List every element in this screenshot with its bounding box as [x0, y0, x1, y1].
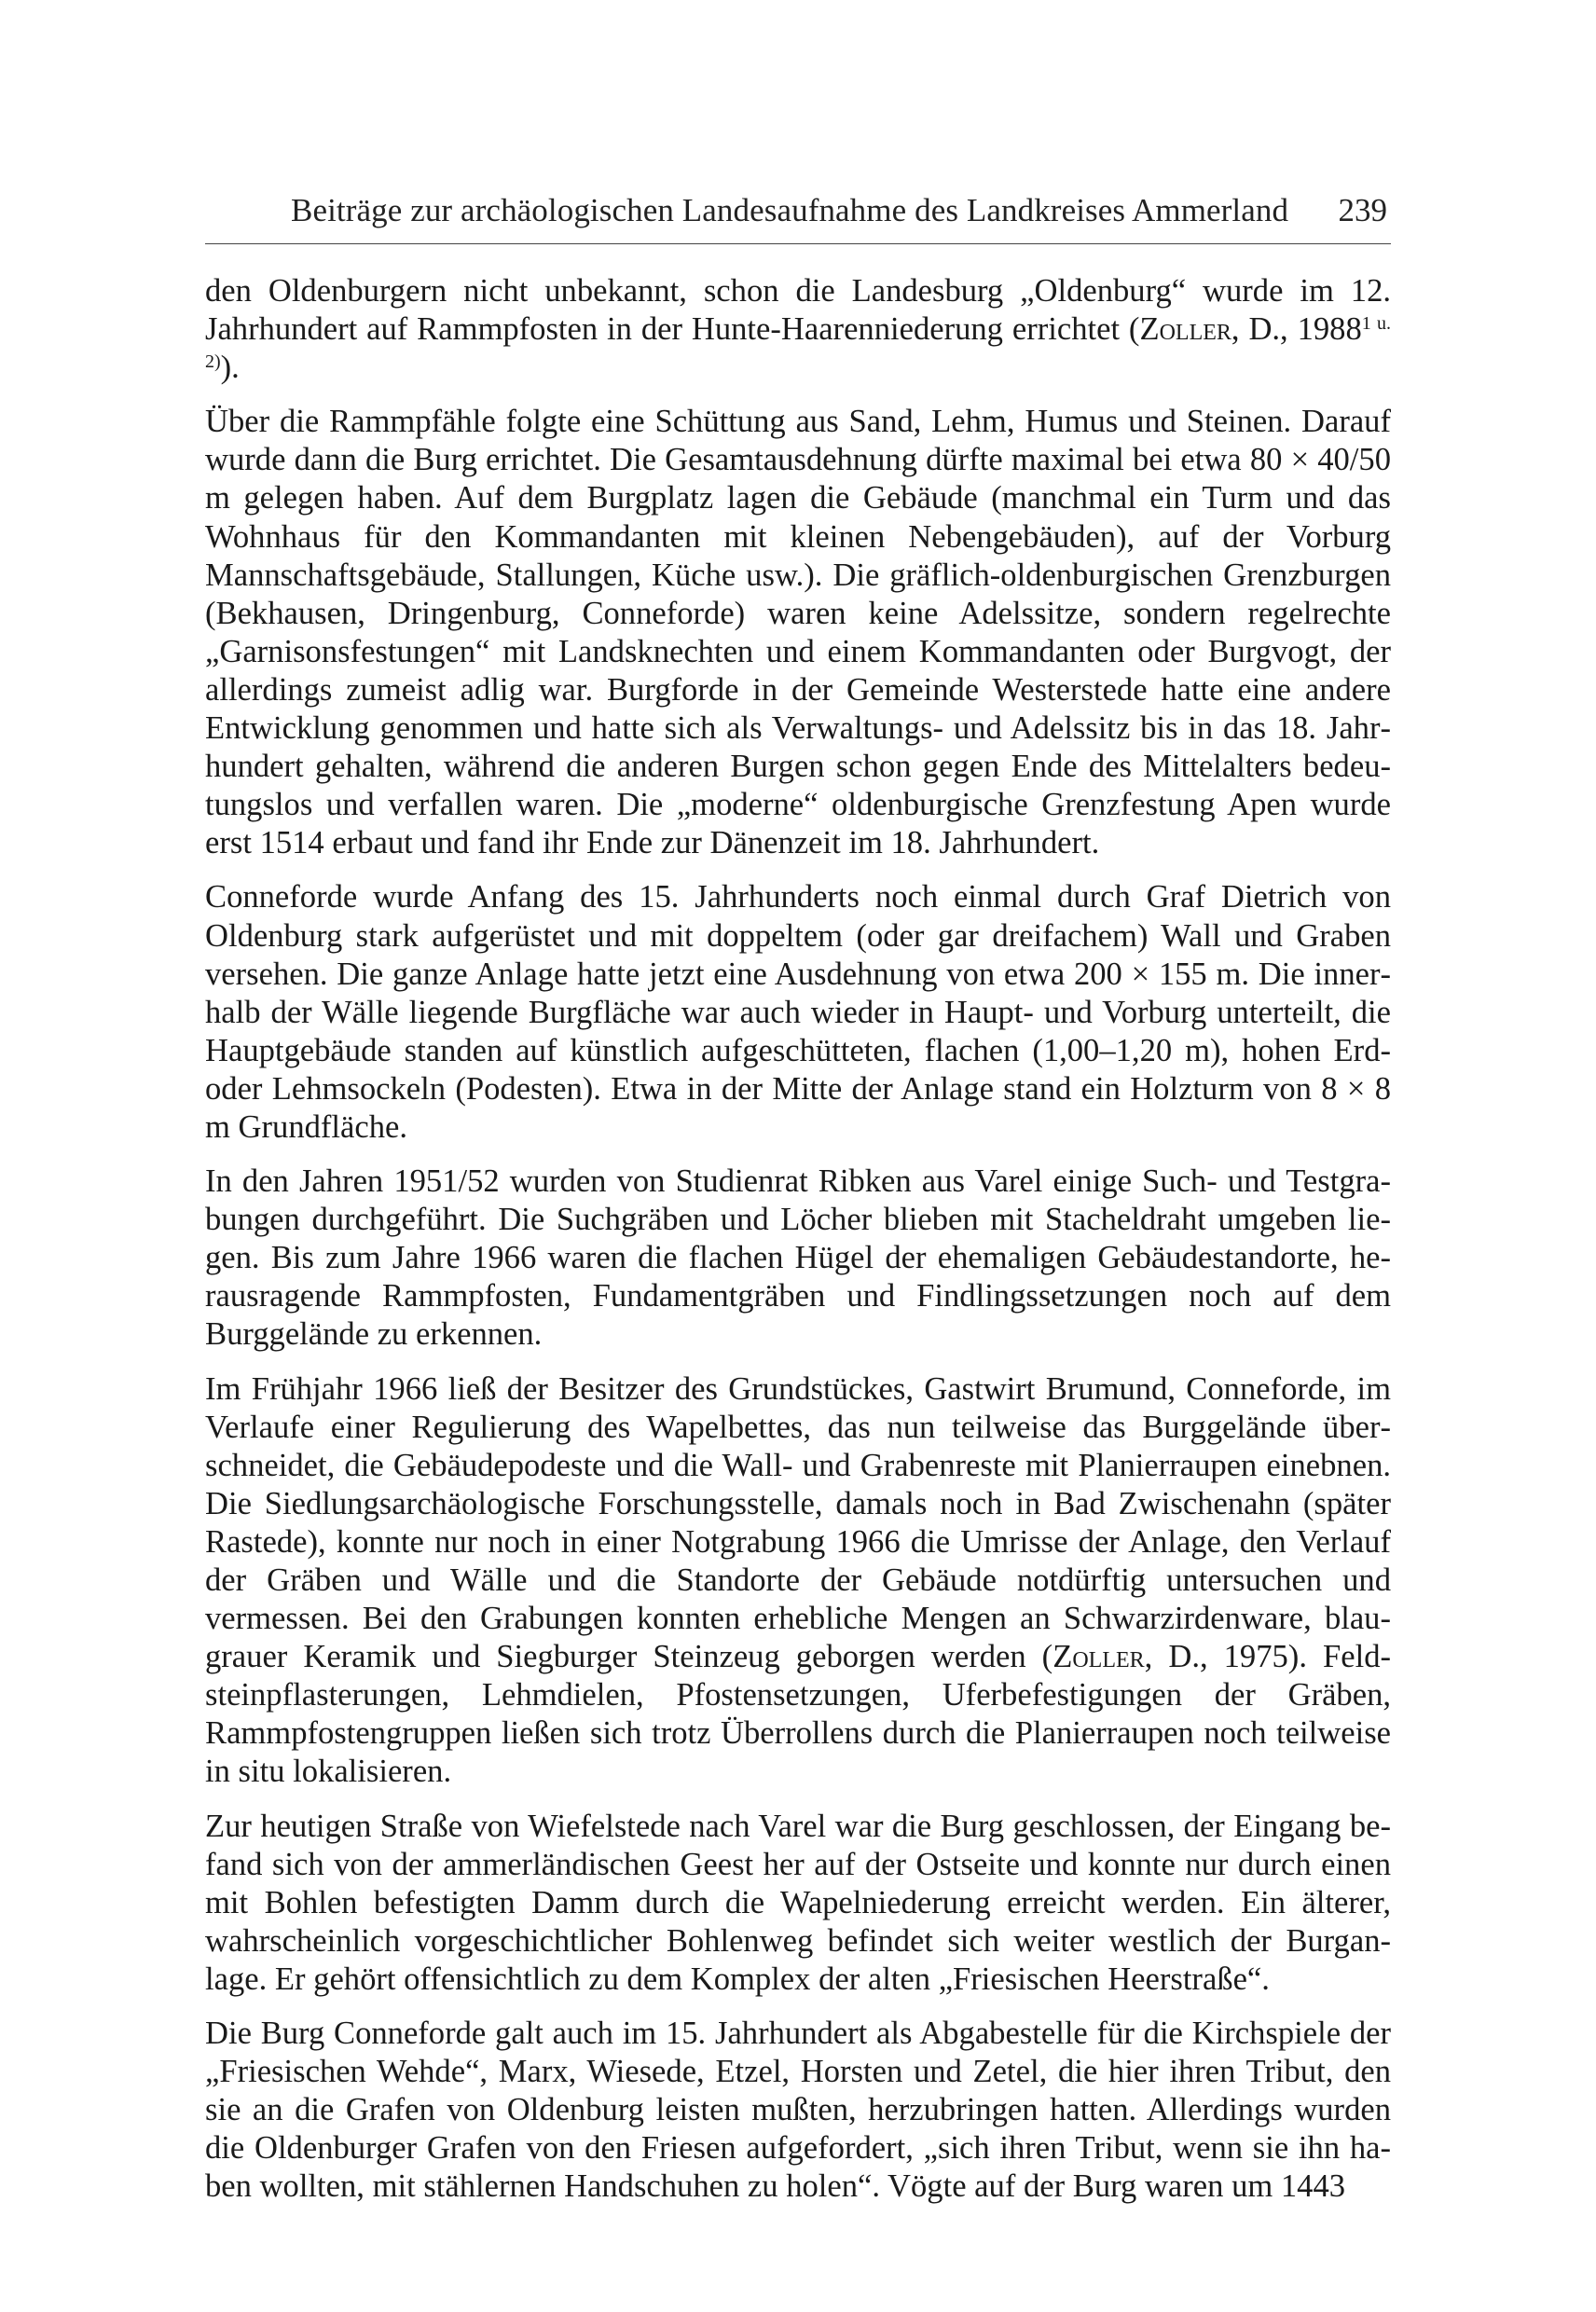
- paragraph-1-text-a: den Oldenburgern nicht unbekannt, schon die Landesburg „Oldenburg“ wurde im 12. Jahrhundert auf Rammpfosten in der Hunte-Haarenniederung errichtet (: [205, 273, 1391, 348]
- paragraph-1-text-c: ).: [220, 350, 240, 386]
- paragraph-1: [205, 272, 1391, 387]
- author-citation: Zoller: [1053, 1639, 1145, 1675]
- paragraph-5: [205, 1370, 1391, 1792]
- header-title: Beiträge zur archäologischen Landesaufnahme des Landkreises Ammerland: [291, 192, 1289, 228]
- paragraph-5-text-b: , D., 1975). Feldsteinpflasterungen, Lehmdielen, Pfostensetzungen, Uferbefestigungen der Gräben, Rammpfostengruppen ließen sich trotz Überrollens durch die Planierraupen noch teilweise in situ lokalisieren.: [205, 1639, 1391, 1790]
- running-header: [205, 191, 1391, 244]
- paragraph-4: In den Jahren 1951/52 wurden von Studienrat Ribken aus Varel einige Such- und Testgrabungen durchgeführt. Die Suchgräben und Löcher blieben mit Stacheldraht umgeben liegen. Bis zum Jahre 1966 waren die flachen Hügel der ehemaligen Gebäudestandorte, herausragende Rammpfosten, Fundamentgräben und Findlingssetzungen noch auf dem Burggelände zu erkennen.: [205, 1163, 1391, 1353]
- paragraph-5-text-a: Im Frühjahr 1966 ließ der Besitzer des Grundstückes, Gastwirt Brumund, Conneforde, im Verlaufe einer Regulierung des Wapelbettes, das nun teilweise das Burggelände überschneidet, die Gebäudepodeste und die Wall- und Grabenreste mit Planierraupen einebnen. Die Siedlungsarchäologische Forschungsstelle, damals noch in Bad Zwischenahn (später Rastede), konnte nur noch in einer Notgrabung 1966 die Umrisse der Anlage, den Verlauf der Gräben und Wälle und die Standorte der Gebäude notdürftig untersuchen und vermessen. Bei den Grabungen konnten erhebliche Mengen an Schwarzirdenware, blaugrauer Keramik und Siegburger Steinzeug geborgen werden (: [205, 1370, 1391, 1675]
- citation-superscript: 1 u. 2): [205, 313, 1391, 373]
- author-citation: Zoller: [1139, 311, 1231, 348]
- document-page: [205, 191, 1391, 2223]
- paragraph-3: Conneforde wurde Anfang des 15. Jahrhunderts noch einmal durch Graf Dietrich von Oldenburg stark aufgerüstet und mit doppeltem (oder gar dreifachem) Wall und Graben versehen. Die ganze Anlage hatte jetzt eine Ausdehnung von etwa 200 × 155 m. Die innerhalb der Wälle liegende Burgfläche war auch wieder in Haupt- und Vorburg unterteilt, die Hauptgebäude standen auf künstlich aufgeschütteten, flachen (1,00–1,20 m), hohen Erd- oder Lehmsockeln (Podesten). Etwa in der Mitte der Anlage stand ein Holzturm von 8 × 8 m Grundfläche.: [205, 879, 1391, 1145]
- paragraph-6: Zur heutigen Straße von Wiefelstede nach Varel war die Burg geschlossen, der Eingang befand sich von der ammerländischen Geest her auf der Ostseite und konnte nur durch einen mit Bohlen befestigten Damm durch die Wapelniederung erreicht werden. Ein älterer, wahrscheinlich vorgeschichtlicher Bohlenweg befindet sich weiter westlich der Burganlage. Er gehört offensichtlich zu dem Komplex der alten „Friesischen Heerstraße“.: [205, 1808, 1391, 1997]
- page-number: 239: [1338, 192, 1387, 228]
- paragraph-1-text-b: , D., 1988: [1231, 311, 1362, 348]
- body-text: [205, 272, 1391, 2207]
- paragraph-7: Die Burg Conneforde galt auch im 15. Jahrhundert als Abgabestelle für die Kirchspiele der „Friesischen Wehde“, Marx, Wiesede, Etzel, Horsten und Zetel, die hier ihren Tribut, den sie an die Grafen von Oldenburg leisten mußten, herzubringen hatten. Allerdings wurden die Oldenburger Grafen von den Friesen aufgefordert, „sich ihren Tribut, wenn sie ihn haben wollten, mit stählernen Handschuhen zu holen“. Vögte auf der Burg waren um 1443: [205, 2016, 1391, 2205]
- paragraph-2: Über die Rammpfähle folgte eine Schüttung aus Sand, Lehm, Humus und Steinen. Darauf wurde dann die Burg errichtet. Die Gesamtausdehnung dürfte maximal bei etwa 80 × 40/50 m gelegen haben. Auf dem Burgplatz lagen die Gebäude (manchmal ein Turm und das Wohnhaus für den Kommandanten mit kleinen Nebengebäuden), auf der Vorburg Mannschaftsgebäude, Stallungen, Küche usw.). Die gräflich-oldenburgischen Grenzburgen (Bekhausen, Dringenburg, Conneforde) waren keine Adelssitze, sondern regelrechte „Garnisonsfestungen“ mit Landsknechten und einem Kommandanten oder Burgvogt, der allerdings zumeist adlig war. Burgforde in der Gemeinde Westerstede hatte eine andere Entwicklung genommen und hatte sich als Verwaltungs- und Adelssitz bis in das 18. Jahrhundert gehalten, während die anderen Burgen schon gegen Ende des Mittelalters bedeutungslos und verfallen waren. Die „moderne“ oldenburgische Grenzfestung Apen wurde erst 1514 erbaut und fand ihr Ende zur Dänenzeit im 18. Jahrhundert.: [205, 404, 1391, 861]
